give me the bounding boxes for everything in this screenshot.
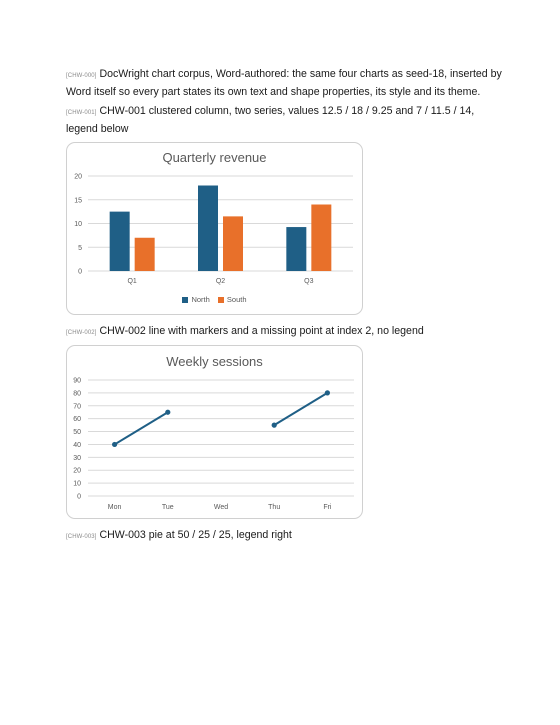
y-tick-label: 20 xyxy=(73,467,81,475)
chart-title: Quarterly revenue xyxy=(162,150,267,165)
y-tick-label: 50 xyxy=(73,429,81,437)
x-tick-label: Thu xyxy=(268,504,281,511)
paragraph-text: CHW-002 line with markers and a missing point at index 2, no legend xyxy=(99,325,424,337)
column-chart-plot xyxy=(67,143,362,314)
legend-item-south xyxy=(218,295,247,304)
y-tick-label: 30 xyxy=(73,454,81,462)
paragraph-tag: [CHW-000] xyxy=(66,73,97,79)
paragraph-chw-002 xyxy=(66,323,506,341)
x-tick-label: Q2 xyxy=(215,278,226,285)
legend-swatch-north xyxy=(182,297,188,303)
x-tick-label: Mon xyxy=(107,504,122,511)
paragraph-text: CHW-001 clustered column, two series, values 12.5 / 18 / 9.25 and 7 / 11.5 / 14, legend below xyxy=(66,105,475,135)
y-tick-label: 10 xyxy=(74,221,82,228)
paragraph-chw-000 xyxy=(66,66,506,100)
x-tick-label: Wed xyxy=(213,504,229,511)
x-tick-label: Q3 xyxy=(304,278,314,285)
line-chart[interactable] xyxy=(66,345,363,519)
legend-label: South xyxy=(226,295,247,304)
bar-north-q3 xyxy=(286,227,306,271)
series-line-segment xyxy=(115,412,168,444)
data-point-fri xyxy=(325,390,330,395)
data-point-thu xyxy=(272,423,277,428)
chart-title: Weekly sessions xyxy=(166,354,263,369)
bar-south-q2 xyxy=(223,216,243,271)
legend-item-north xyxy=(182,295,209,304)
bar-north-q1 xyxy=(110,212,130,271)
y-tick-label: 0 xyxy=(78,268,82,276)
series-line-segment xyxy=(274,393,327,425)
y-tick-label: 90 xyxy=(73,377,81,385)
x-tick-label: Fri xyxy=(323,504,332,511)
y-tick-label: 5 xyxy=(78,244,82,252)
y-tick-label: 0 xyxy=(77,493,81,501)
x-tick-label: Tue xyxy=(161,504,174,511)
y-tick-label: 20 xyxy=(74,173,82,181)
bar-south-q3 xyxy=(311,205,331,272)
y-tick-label: 10 xyxy=(73,480,81,488)
y-tick-label: 70 xyxy=(73,403,81,411)
data-point-mon xyxy=(112,442,117,447)
paragraph-text: CHW-003 pie at 50 / 25 / 25, legend right xyxy=(99,529,292,541)
paragraph-tag: [CHW-003] xyxy=(66,534,97,540)
paragraph-tag: [CHW-002] xyxy=(66,330,97,336)
y-tick-label: 80 xyxy=(73,390,81,398)
legend-swatch-south xyxy=(218,297,224,303)
column-chart[interactable] xyxy=(66,142,363,315)
y-tick-label: 60 xyxy=(73,416,81,424)
y-tick-label: 15 xyxy=(74,197,82,205)
y-tick-label: 40 xyxy=(73,441,81,449)
data-point-tue xyxy=(165,410,170,415)
paragraph-chw-001 xyxy=(66,103,506,137)
paragraph-chw-003 xyxy=(66,527,506,545)
paragraph-tag: [CHW-001] xyxy=(66,110,97,116)
line-chart-plot xyxy=(67,346,362,518)
bar-north-q2 xyxy=(198,186,218,272)
legend-label: North xyxy=(191,295,210,304)
paragraph-text: DocWright chart corpus, Word-authored: the same four charts as seed-18, inserted by Word itself so every part states its own text and shape properties, its style and its theme. xyxy=(66,68,502,98)
x-tick-label: Q1 xyxy=(127,278,137,285)
bar-south-q1 xyxy=(135,238,155,271)
chart-legend xyxy=(67,295,362,304)
